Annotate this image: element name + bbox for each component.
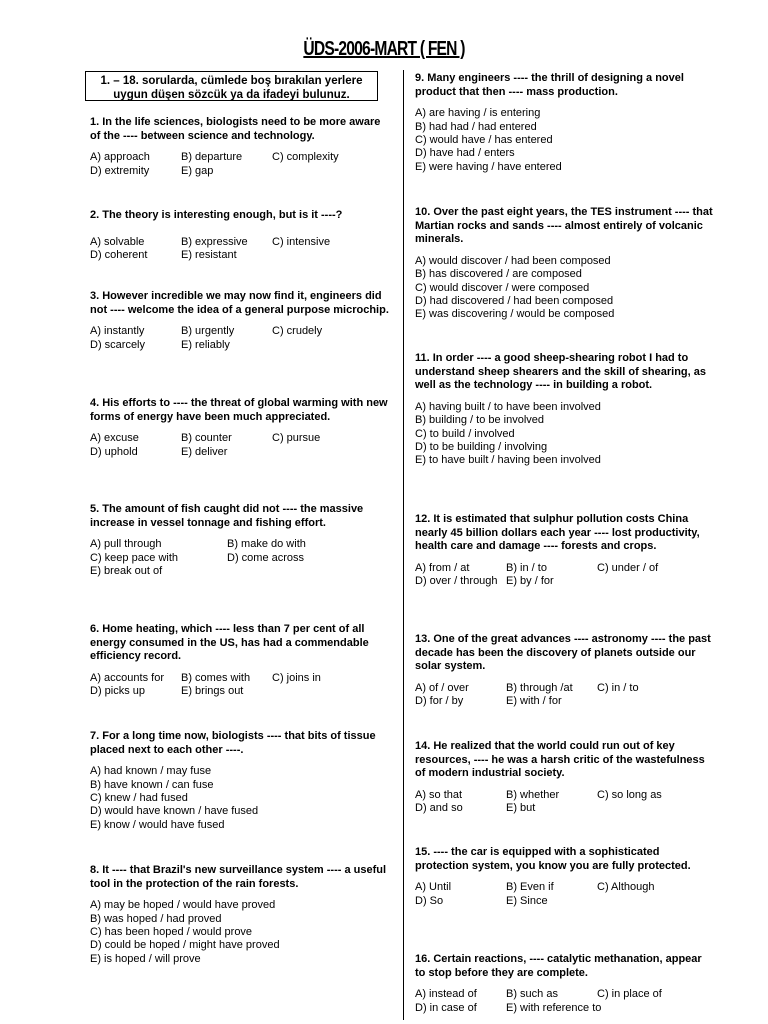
option-d[interactable]: D) coherent	[90, 249, 148, 261]
option-b[interactable]: B) departure	[181, 151, 243, 164]
question-stem: 4. His efforts to ---- the threat of global warming with new forms of energy have been much appreciated.	[90, 397, 388, 423]
option-c[interactable]: C) pursue	[272, 432, 321, 445]
option-e[interactable]: E) but	[506, 802, 536, 815]
option-c[interactable]: C) keep pace with	[90, 551, 179, 564]
option-a[interactable]: A) had known / may fuse	[90, 765, 212, 778]
option-c[interactable]: C) joins in	[272, 671, 321, 684]
question-stem: 13. One of the great advances ---- astronomy ---- the past decade has been the discovery of planets outside our solar system.	[415, 633, 711, 673]
option-d[interactable]: D) would have known / have fused	[90, 805, 259, 818]
question-5	[90, 503, 390, 578]
answer-options	[90, 236, 390, 263]
option-d[interactable]: D) in case of	[415, 1001, 477, 1014]
page-title: ÜDS-2006-MART ( FEN )	[303, 38, 465, 60]
option-a[interactable]: A) may be hoped / would have proved	[90, 899, 276, 912]
option-e[interactable]: E) break out of	[90, 565, 163, 577]
answer-options	[90, 672, 390, 699]
question-stem: 16. Certain reactions, ---- catalytic methanation, appear to stop before they are complete.	[415, 953, 702, 979]
answer-options	[90, 538, 390, 578]
option-d[interactable]: D) scarcely	[90, 338, 146, 351]
option-b[interactable]: B) was hoped / had proved	[90, 912, 222, 925]
option-b[interactable]: B) had had / had entered	[415, 120, 537, 133]
question-stem: 5. The amount of fish caught did not ---- the massive increase in vessel tonnage and fishing effort.	[90, 503, 364, 529]
option-b[interactable]: B) has discovered / are composed	[415, 268, 582, 281]
question-12	[415, 513, 715, 589]
answer-options	[415, 401, 715, 468]
option-b[interactable]: B) building / to be involved	[415, 414, 545, 427]
option-c[interactable]: C) to build / involved	[415, 427, 515, 440]
answer-options	[415, 562, 715, 589]
option-d[interactable]: D) have had / enters	[415, 147, 515, 160]
option-c[interactable]: C) complexity	[272, 151, 339, 164]
option-a[interactable]: A) are having / is entering	[415, 107, 541, 120]
option-e[interactable]: E) with / for	[506, 695, 562, 708]
answer-options	[415, 988, 715, 1015]
question-3	[90, 290, 390, 352]
option-a[interactable]: A) having built / to have been involved	[415, 400, 601, 413]
option-d[interactable]: D) for / by	[415, 695, 464, 708]
answer-options	[90, 151, 390, 178]
question-10	[415, 206, 715, 322]
option-a[interactable]: A) excuse	[90, 432, 139, 445]
question-stem: 3. However incredible we may now find it, engineers did not ---- welcome the idea of a general purpose microchip.	[90, 290, 389, 316]
answer-options	[90, 899, 390, 966]
question-stem: 2. The theory is interesting enough, but is it ----?	[90, 209, 343, 221]
option-d[interactable]: D) to be building / involving	[415, 441, 548, 453]
option-c[interactable]: C) so long as	[597, 788, 662, 801]
option-b[interactable]: B) have known / can fuse	[90, 778, 214, 791]
option-e[interactable]: E) was discovering / would be composed	[415, 308, 615, 321]
option-d[interactable]: D) over / through	[415, 575, 498, 588]
question-stem: 10. Over the past eight years, the TES instrument ---- that Martian rocks and sands ---- almost entirely of volcanic minerals.	[415, 206, 713, 246]
option-a[interactable]: A) from / at	[415, 561, 470, 574]
option-e[interactable]: E) by / for	[506, 575, 554, 588]
question-2	[90, 209, 390, 262]
option-c[interactable]: C) Although	[597, 881, 655, 894]
option-a[interactable]: A) so that	[415, 788, 463, 801]
column-divider	[403, 70, 404, 1020]
option-e[interactable]: E) know / would have fused	[90, 818, 225, 831]
option-e[interactable]: E) were having / have entered	[415, 160, 562, 173]
answer-options	[415, 255, 715, 322]
option-d[interactable]: D) So	[415, 894, 444, 907]
option-c[interactable]: C) in / to	[597, 681, 639, 694]
option-e[interactable]: E) resistant	[181, 249, 237, 261]
option-a[interactable]: A) accounts for	[90, 671, 164, 684]
option-d[interactable]: D) uphold	[90, 445, 138, 458]
question-14	[415, 740, 715, 816]
question-stem: 9. Many engineers ---- the thrill of designing a novel product that then ---- mass production.	[415, 72, 684, 98]
option-e[interactable]: E) Since	[506, 894, 548, 907]
option-b[interactable]: B) comes with	[181, 671, 251, 684]
option-b[interactable]: B) through /at	[506, 681, 573, 694]
answer-options	[415, 682, 715, 709]
question-6	[90, 623, 390, 699]
option-e[interactable]: E) with reference to	[506, 1001, 602, 1014]
question-13	[415, 633, 715, 709]
question-stem: 11. In order ---- a good sheep-shearing robot I had to understand sheep shearers and the skill of shearing, as well as the technology ---- in building a robot.	[415, 352, 706, 392]
question-stem: 12. It is estimated that sulphur pollution costs China nearly 45 billion dollars each year ---- lost productivity, health care and damage ---- forests and crops.	[415, 513, 700, 553]
option-e[interactable]: E) gap	[181, 164, 214, 177]
option-e[interactable]: E) reliably	[181, 338, 230, 351]
option-c[interactable]: C) would discover / were composed	[415, 281, 590, 294]
answer-options	[415, 107, 715, 174]
option-e[interactable]: E) brings out	[181, 685, 244, 698]
question-stem: 1. In the life sciences, biologists need to be more aware of the ---- between science and technology.	[90, 116, 381, 142]
question-stem: 7. For a long time now, biologists ---- that bits of tissue placed next to each other ----.	[90, 730, 376, 756]
question-4	[90, 397, 390, 459]
option-b[interactable]: B) make do with	[227, 538, 306, 551]
answer-options	[415, 789, 715, 816]
option-a[interactable]: A) of / over	[415, 681, 469, 694]
option-d[interactable]: D) had discovered / had been composed	[415, 295, 614, 307]
question-stem: 6. Home heating, which ---- less than 7 per cent of all energy consumed in the US, has had a commendable efficiency record.	[90, 623, 369, 663]
option-b[interactable]: B) in / to	[506, 561, 547, 574]
answer-options	[90, 325, 390, 352]
option-c[interactable]: C) crudely	[272, 325, 323, 338]
option-c[interactable]: C) knew / had fused	[90, 792, 188, 804]
question-stem: 14. He realized that the world could run out of key resources, ---- he was a harsh critic of the wastefulness of modern industrial society.	[415, 740, 705, 780]
question-16	[415, 953, 715, 1015]
option-d[interactable]: D) come across	[227, 551, 305, 564]
option-e[interactable]: E) to have built / having been involved	[415, 454, 601, 467]
option-a[interactable]: A) instantly	[90, 325, 145, 338]
question-stem: 8. It ---- that Brazil's new surveillance system ---- a useful tool in the protection of the rain forests.	[90, 864, 387, 890]
option-c[interactable]: C) under / of	[597, 561, 659, 574]
option-e[interactable]: E) deliver	[181, 445, 228, 458]
option-c[interactable]: C) has been hoped / would prove	[90, 926, 253, 938]
option-b[interactable]: B) such as	[506, 988, 558, 1001]
question-9	[415, 72, 715, 174]
question-7	[90, 730, 390, 832]
answer-options	[415, 881, 715, 908]
instruction-box: 1. – 18. sorularda, cümlede boş bırakılan yerlere uygun düşen sözcük ya da ifadeyi bulunuz.	[85, 71, 378, 101]
question-1	[90, 116, 390, 178]
option-c[interactable]: C) intensive	[272, 235, 331, 248]
option-e[interactable]: E) is hoped / will prove	[90, 952, 201, 965]
option-b[interactable]: B) whether	[506, 788, 560, 801]
question-11	[415, 352, 715, 468]
option-b[interactable]: B) Even if	[506, 881, 554, 894]
answer-options	[90, 432, 390, 459]
option-a[interactable]: A) Until	[415, 881, 452, 894]
option-b[interactable]: B) counter	[181, 432, 232, 445]
option-a[interactable]: A) approach	[90, 151, 150, 164]
option-d[interactable]: D) extremity	[90, 164, 150, 177]
option-b[interactable]: B) urgently	[181, 325, 235, 338]
option-a[interactable]: A) instead of	[415, 988, 477, 1001]
option-b[interactable]: B) expressive	[181, 235, 248, 248]
answer-options	[90, 765, 390, 832]
question-8	[90, 864, 390, 966]
option-c[interactable]: C) would have / has entered	[415, 134, 553, 146]
option-d[interactable]: D) picks up	[90, 685, 146, 698]
option-a[interactable]: A) solvable	[90, 235, 145, 248]
option-a[interactable]: A) pull through	[90, 538, 162, 551]
option-c[interactable]: C) in place of	[597, 988, 662, 1001]
option-d[interactable]: D) could be hoped / might have proved	[90, 939, 280, 952]
option-a[interactable]: A) would discover / had been composed	[415, 254, 611, 267]
option-d[interactable]: D) and so	[415, 802, 463, 815]
question-15	[415, 846, 715, 908]
question-stem: 15. ---- the car is equipped with a sophisticated protection system, you know you are fully protected.	[415, 846, 691, 872]
